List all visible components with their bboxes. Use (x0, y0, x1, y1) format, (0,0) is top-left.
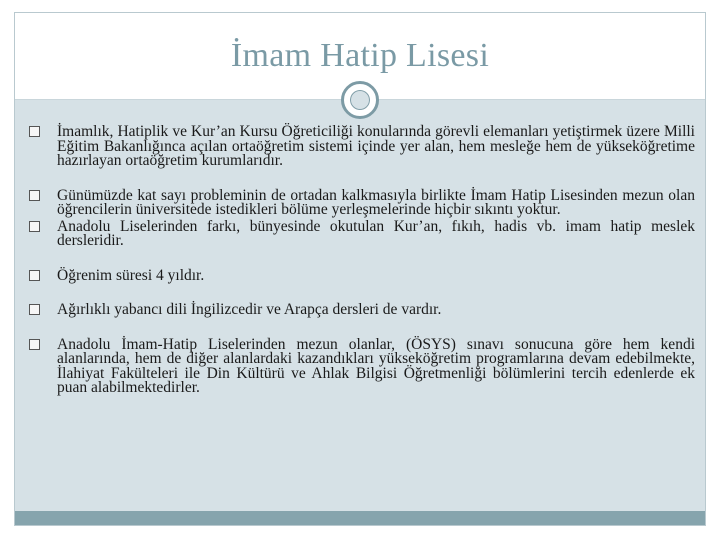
square-bullet-icon (29, 190, 40, 201)
bullet-text: Anadolu Liselerinden farkı, bünyesinde okutulan Kur’an, fıkıh, hadis vb. imam hatip meslek dersleridir. (57, 217, 695, 249)
square-bullet-icon (29, 270, 40, 281)
bullet-item (23, 266, 695, 284)
circle-ornament-icon (341, 81, 379, 119)
bullet-text: Günümüzde kat sayı probleminin de ortadan kalkmasıyla birlikte İmam Hatip Lisesinden mezun olan öğrencilerin üniversitede istedikleri bölüme yerleşmelerinde hiçbir sıkıntı yoktur. (57, 186, 695, 218)
slide-title: İmam Hatip Lisesi (230, 37, 490, 74)
bullet-text: İmamlık, Hatiplik ve Kur’an Kursu Öğreticiliği konularında görevli elemanları yetiştirmek üzere Milli Eğitim Bakanlığınca açılan ortaöğretim sistemi içinde yer alan, hem mesleğe hem de yükseköğretime hazırlayan ortaöğretim kurumlarıdır. (57, 123, 695, 169)
square-bullet-icon (29, 221, 40, 232)
bullet-text: Ağırlıklı yabancı dili İngilizcedir ve Arapça dersleri de vardır. (57, 301, 442, 318)
square-bullet-icon (29, 304, 40, 315)
bullet-item (23, 303, 695, 318)
bullet-list (23, 125, 695, 396)
footer-bar (15, 511, 705, 525)
bullet-item (23, 186, 695, 218)
bullet-item (23, 335, 695, 396)
bullet-item (23, 125, 695, 169)
bullet-text: Anadolu İmam-Hatip Liselerinden mezun olanlar, (ÖSYS) sınavı sonucuna göre hem kendi alanlarında, hem de diğer alanlardaki kazandıkları yükseköğretim programlarına devam edebilmekte, İlahiyat Fakülteleri ile Din Kültürü ve Ahlak Bilgisi Öğretmenliği bölümlerini tercih edenlerde ek puan alabilmektedirler. (57, 335, 695, 396)
bullet-item (23, 217, 695, 249)
square-bullet-icon (29, 339, 40, 350)
square-bullet-icon (29, 126, 40, 137)
slide (14, 12, 706, 526)
bullet-text: Öğrenim süresi 4 yıldır. (57, 266, 205, 284)
